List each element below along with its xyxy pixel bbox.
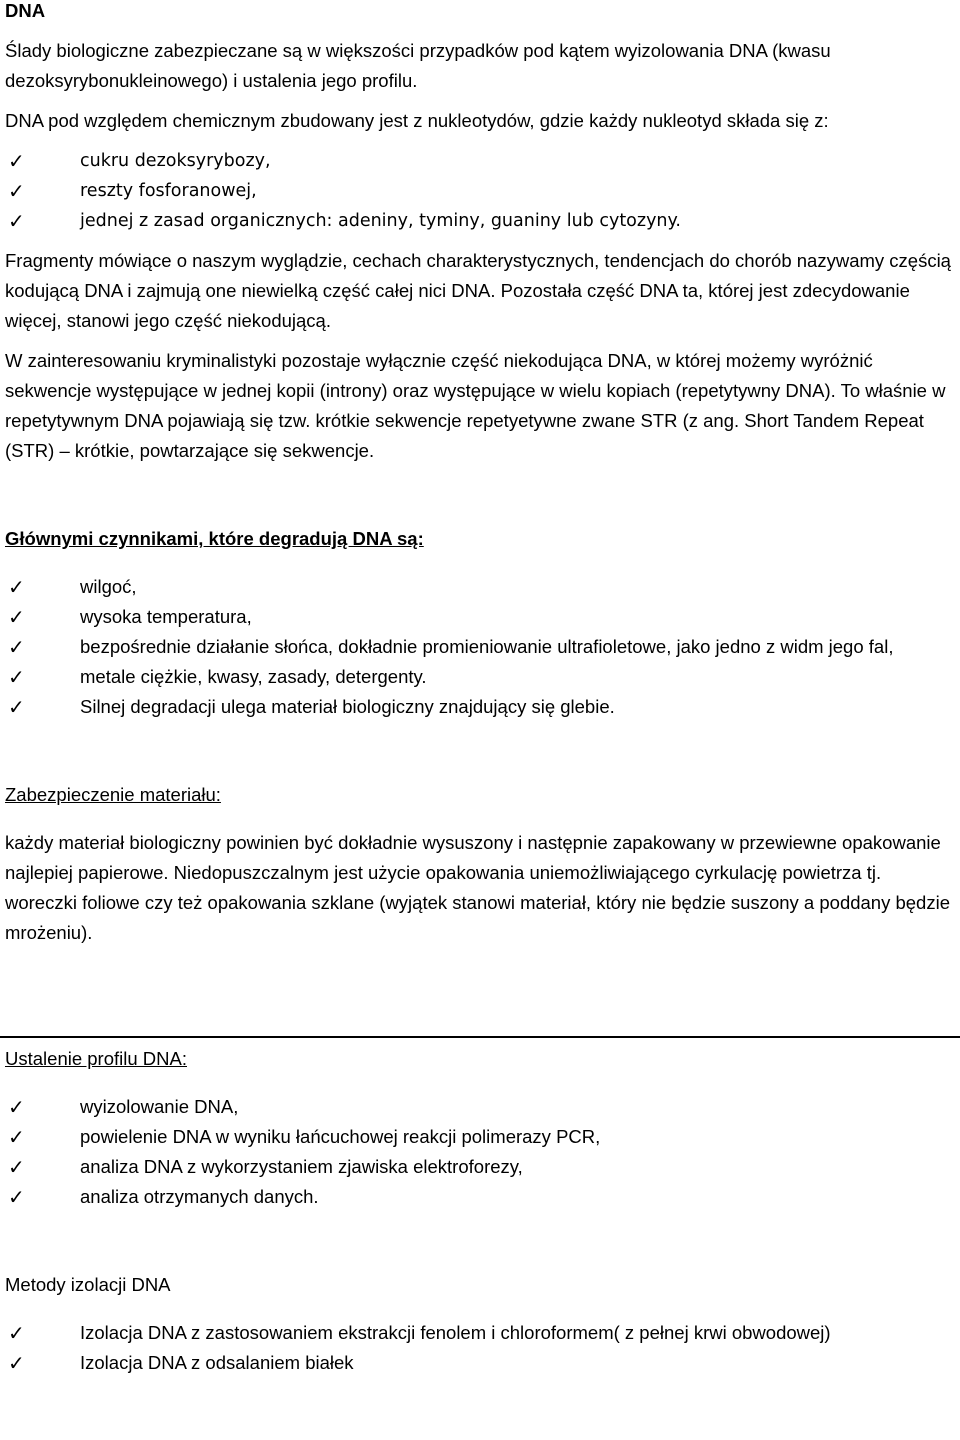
list-item	[5, 146, 955, 176]
degradation-factors-list	[5, 572, 955, 722]
document-title: DNA	[5, 0, 46, 21]
list-item-text: bezpośrednie działanie słońca, dokładnie promieniowanie ultrafioletowe, jako jedno z widm jego fal,	[80, 636, 894, 657]
list-item	[5, 602, 955, 632]
coding-dna-paragraph: Fragmenty mówiące o naszym wyglądzie, cechach charakterystycznych, tendencjach do chorób nazywamy częścią kodującą DNA i zajmują one niewielką część całej nici DNA. Pozostała część DNA ta, której jest zdecydowanie więcej, stanowi jego część niekodującą.	[5, 250, 951, 331]
list-item-text: wyizolowanie DNA,	[80, 1096, 239, 1117]
list-item-text: metale ciężkie, kwasy, zasady, detergenty.	[80, 666, 427, 687]
list-item	[5, 176, 955, 206]
list-item-text: reszty fosforanowej,	[80, 181, 257, 201]
list-item	[5, 1318, 955, 1348]
check-icon: ✓	[8, 635, 25, 659]
list-item	[5, 572, 955, 602]
isolation-methods-list	[5, 1318, 955, 1378]
list-item	[5, 662, 955, 692]
protection-heading: Zabezpieczenie materiału:	[5, 784, 221, 805]
list-item-text: jednej z zasad organicznych: adeniny, tyminy, guaniny lub cytozyny.	[80, 211, 681, 231]
check-icon: ✓	[8, 1155, 25, 1179]
profile-heading: Ustalenie profilu DNA:	[5, 1048, 187, 1069]
check-icon: ✓	[8, 1095, 25, 1119]
check-icon: ✓	[8, 605, 25, 629]
list-item-text: Silnej degradacji ulega materiał biologiczny znajdujący się glebie.	[80, 696, 615, 717]
protection-paragraph: każdy materiał biologiczny powinien być dokładnie wysuszony i następnie zapakowany w przewiewne opakowanie najlepiej papierowe. Niedopuszczalnym jest użycie opakowania uniemożliwiającego cyrkulację powietrza tj. woreczki foliowe czy też opakowania szklane (wyjątek stanowi materiał, który nie będzie suszony a poddany będzie mrożeniu).	[5, 832, 950, 943]
forensic-dna-paragraph: W zainteresowaniu kryminalistyki pozostaje wyłącznie część niekodująca DNA, w której możemy wyróżnić sekwencje występujące w jednej kopii (introny) oraz występujące w wielu kopiach (repetytywny DNA). To właśnie w repetytywnym DNA pojawiają się tzw. krótkie sekwencje repetyetywne zwane STR (z ang. Short Tandem Repeat (STR) – krótkie, powtarzające się sekwencje.	[5, 350, 946, 461]
nucleotide-components-list	[5, 146, 955, 236]
methods-heading: Metody izolacji DNA	[5, 1274, 171, 1295]
check-icon: ✓	[8, 1351, 25, 1375]
list-item-text: cukru dezoksyrybozy,	[80, 151, 271, 171]
list-item	[5, 206, 955, 236]
list-item	[5, 1182, 955, 1212]
check-icon: ✓	[8, 179, 25, 203]
list-item	[5, 1152, 955, 1182]
profile-steps-list	[5, 1092, 955, 1212]
check-icon: ✓	[8, 1321, 25, 1345]
list-item	[5, 1092, 955, 1122]
check-icon: ✓	[8, 209, 25, 233]
list-item	[5, 1122, 955, 1152]
list-item	[5, 632, 955, 662]
list-item	[5, 1348, 955, 1378]
check-icon: ✓	[8, 149, 25, 173]
list-item-text: analiza DNA z wykorzystaniem zjawiska elektroforezy,	[80, 1156, 523, 1177]
degradation-heading: Głównymi czynnikami, które degradują DNA są:	[5, 528, 424, 549]
list-item-text: Izolacja DNA z zastosowaniem ekstrakcji fenolem i chloroformem( z pełnej krwi obwodowej)	[80, 1322, 831, 1343]
list-item-text: analiza otrzymanych danych.	[80, 1186, 319, 1207]
list-item-text: Izolacja DNA z odsalaniem białek	[80, 1352, 354, 1373]
list-item-text: powielenie DNA w wyniku łańcuchowej reakcji polimerazy PCR,	[80, 1126, 601, 1147]
list-item	[5, 692, 955, 722]
check-icon: ✓	[8, 695, 25, 719]
list-item-text: wilgoć,	[80, 576, 137, 597]
list-item-text: wysoka temperatura,	[80, 606, 252, 627]
intro-paragraph-2: DNA pod względem chemicznym zbudowany jest z nukleotydów, gdzie każdy nukleotyd składa się z:	[5, 110, 829, 131]
check-icon: ✓	[8, 575, 25, 599]
section-divider	[0, 1036, 960, 1038]
document-page	[5, 0, 955, 1378]
check-icon: ✓	[8, 1125, 25, 1149]
intro-paragraph-1: Ślady biologiczne zabezpieczane są w większości przypadków pod kątem wyizolowania DNA (kwasu dezoksyrybonukleinowego) i ustalenia jego profilu.	[5, 40, 831, 91]
check-icon: ✓	[8, 1185, 25, 1209]
check-icon: ✓	[8, 665, 25, 689]
